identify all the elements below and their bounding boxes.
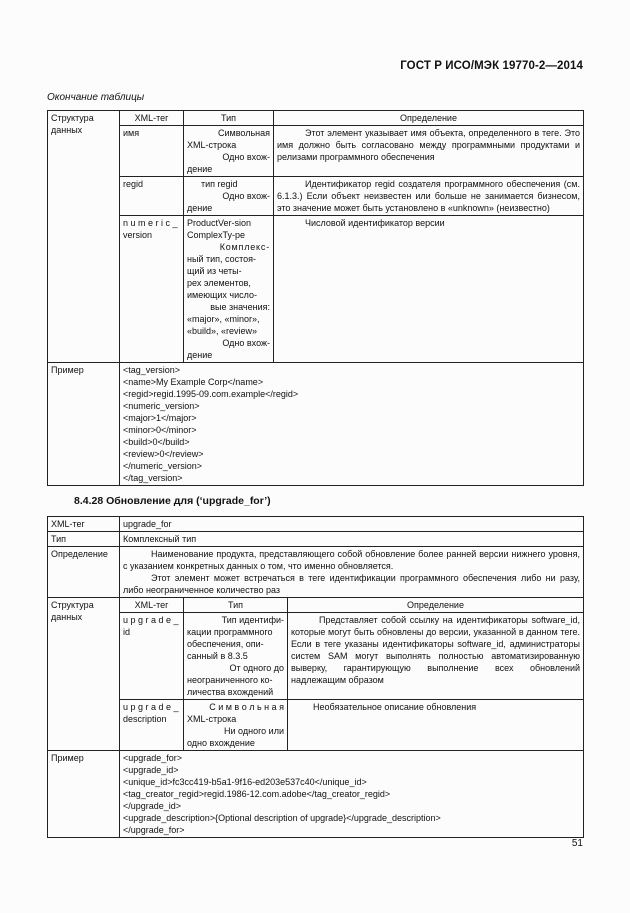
definition-value: Наименование продукта, представляющего собой обновление более ранней версии нижнего уровня, с указанием конкретных данных о том, что именно обновляется. Этот элемент может встречаться в теге идентификации программного обеспечения либо ни разу, либо неограниченное количество раз	[120, 547, 584, 598]
col-header-definition: Определение	[274, 111, 584, 126]
row-type: Тип идентифи- кации программного обеспечения, опи- санный в 8.3.5 От одного до неограниченного ко- личества вхождений	[184, 613, 288, 700]
table-row	[48, 517, 584, 532]
document-header: ГОСТ Р ИСО/МЭК 19770-2—2014	[400, 60, 583, 72]
row-tag: u p g r a d e _ description	[120, 700, 184, 751]
row-tag: имя	[120, 126, 184, 177]
table-caption: Окончание таблицы	[47, 92, 145, 103]
example-code: <tag_version> <name>My Example Corp</name> <regid>regid.1995-09.com.example</regid> <numeric_version> <major>1</major> <minor>0</minor> <build>0</build> <review>0</review> </numeric_version> </tag_version>	[120, 363, 584, 486]
table-row	[48, 700, 584, 751]
row-definition: Числовой идентификатор версии	[274, 216, 584, 363]
structure-label: Структура данных	[48, 598, 120, 751]
row-definition: Идентификатор regid создателя программного обеспечения (см. 6.1.3.) Если объект неизвестен или больше не занимается бизнесом, это значение может быть установлено в «unknown» (неизвестно)	[274, 177, 584, 216]
row-type: ProductVer-sion ComplexTy-pe Комплекс- ный тип, состоя- щий из четы- рех элементов, имеющих число- вые значения: «major», «minor», «build», «review» Одно вхож- дение	[184, 216, 274, 363]
row-type: тип regid Одно вхож- дение	[184, 177, 274, 216]
type-label: Тип	[48, 532, 120, 547]
col-header-tag: XML-тег	[120, 598, 184, 613]
col-header-type: Тип	[184, 111, 274, 126]
table-row	[48, 216, 584, 363]
table-row	[48, 613, 584, 700]
xml-tag-value: upgrade_for	[120, 517, 584, 532]
row-type: Символьная XML-строка Одно вхож- дение	[184, 126, 274, 177]
data-structure-table-continuation	[47, 110, 584, 486]
page-number: 51	[571, 838, 583, 849]
example-row	[48, 751, 584, 838]
section-heading: 8.4.28 Обновление для (‘upgrade_for’)	[74, 495, 271, 507]
col-header-definition: Определение	[288, 598, 584, 613]
col-header-type: Тип	[184, 598, 288, 613]
example-label: Пример	[48, 363, 120, 486]
row-definition: Этот элемент указывает имя объекта, определенного в теге. Это имя должно быть согласовано между программными продуктами и релизами программного обеспечения	[274, 126, 584, 177]
table-row	[48, 532, 584, 547]
table-row	[48, 177, 584, 216]
row-tag: regid	[120, 177, 184, 216]
row-tag: n u m e r i c _ version	[120, 216, 184, 363]
example-code: <upgrade_for> <upgrade_id> <unique_id>fc3cc419-b5a1-9f16-ed203e537c40</unique_id> <tag_creator_regid>regid.1986-12.com.adobe</tag_creator_regid> </upgrade_id> <upgrade_description>{Optional description of upgrade}</upgrade_description> </upgrade_for>	[120, 751, 584, 838]
example-label: Пример	[48, 751, 120, 838]
row-type: С и м в о л ь н а я XML-строка Ни одного или одно вхождение	[184, 700, 288, 751]
structure-label: Структура данных	[48, 111, 120, 363]
type-value: Комплексный тип	[120, 532, 584, 547]
row-definition: Необязательное описание обновления	[288, 700, 584, 751]
example-row	[48, 363, 584, 486]
definition-label: Определение	[48, 547, 120, 598]
row-definition: Представляет собой ссылку на идентификаторы software_id, которые могут быть обновлены до версии, указанной в данном теге. Если в теге указаны идентификаторы software_id, администраторы систем SAM могут выполнять полностью автоматизированную выверку, гарантирующую выполнение всех обновлений надлежащим образом	[288, 613, 584, 700]
table-row	[48, 126, 584, 177]
col-header-tag: XML-тег	[120, 111, 184, 126]
xml-tag-label: XML-тег	[48, 517, 120, 532]
table-row	[48, 547, 584, 598]
row-tag: u p g r a d e _ id	[120, 613, 184, 700]
upgrade-for-table	[47, 516, 584, 838]
